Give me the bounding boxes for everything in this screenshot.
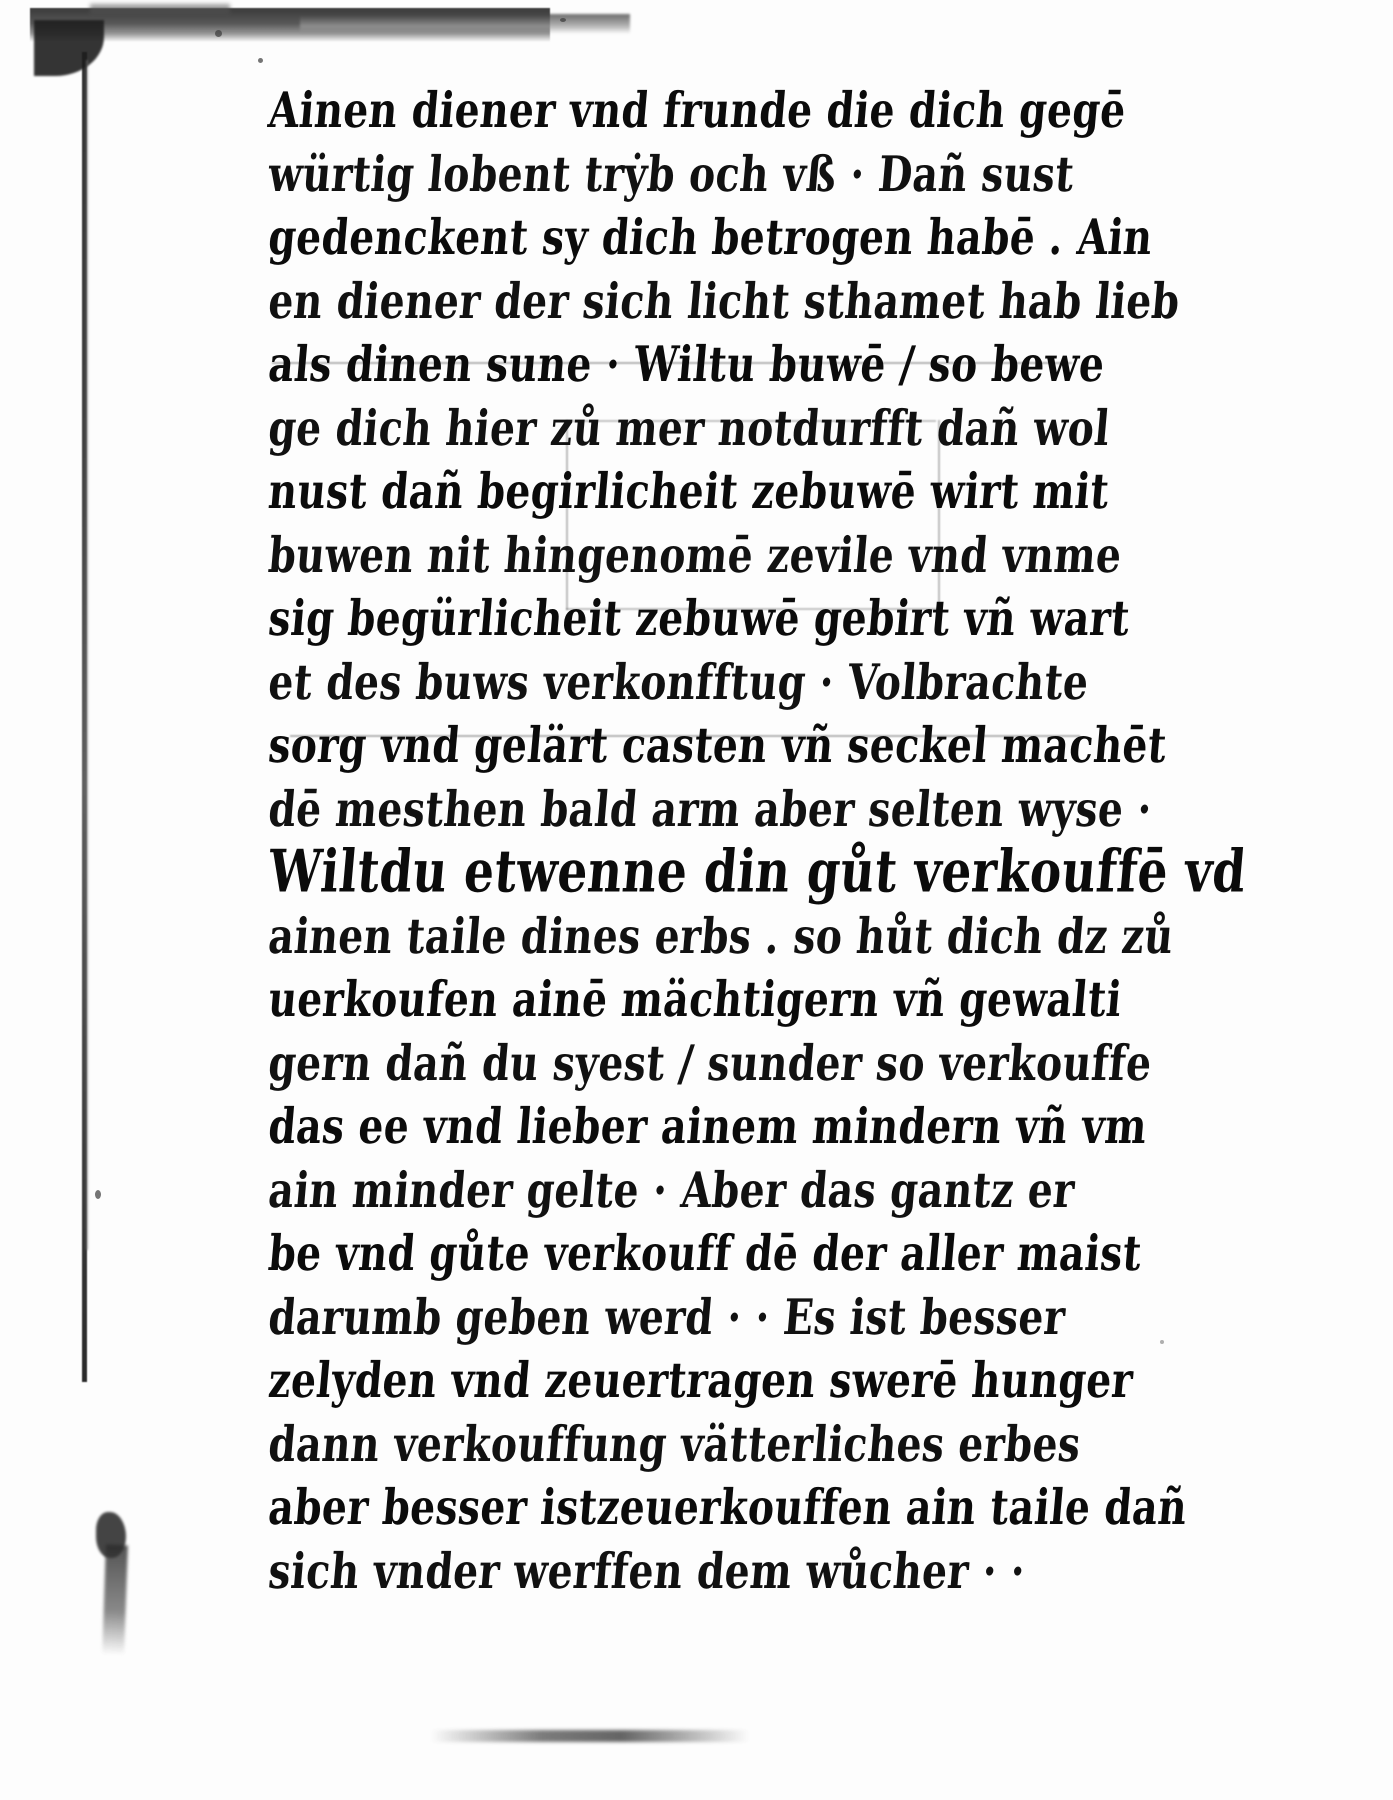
bottom-edge-smudge-artifact: [430, 1730, 750, 1742]
text-line: sich vnder werffen dem wůcher · ·: [266, 1542, 1028, 1600]
text-line: aber besser istzeuerkouffen ain taile dañ: [266, 1478, 1190, 1537]
text-line: das ee vnd lieber ainem mindern vñ vm: [266, 1097, 1150, 1156]
text-line: nust dañ begirlicheit zebuwē wirt mit: [266, 462, 1112, 521]
text-line: gern dañ du syest / sunder so verkouffe: [266, 1034, 1155, 1092]
text-line: darumb geben werd · · Es ist besser: [266, 1288, 1068, 1346]
text-line: dē mesthen bald arm aber selten wyse ·: [266, 780, 1155, 838]
text-line: dann verkouffung vätterliches erbes: [266, 1415, 1084, 1473]
top-left-corner-artifact: [34, 20, 104, 76]
text-line: et des buws verkonfftug · Volbrachte: [266, 653, 1091, 711]
top-edge-shadow-secondary-artifact: [300, 14, 630, 34]
dust-speck: [215, 30, 222, 37]
text-line: ainen taile dines erbs . so hůt dich dz zů: [266, 907, 1176, 965]
text-line: sorg vnd gelärt casten vñ seckel machēt: [266, 716, 1170, 775]
dust-speck: [1160, 1340, 1164, 1344]
text-line: sig begürlicheit zebuwē gebirt vñ wart: [266, 589, 1133, 648]
text-line: würtig lobent trẏb och vß · Dañ sust: [266, 145, 1077, 203]
text-line: Ainen diener vnd frunde die dich gegē: [266, 81, 1129, 140]
text-line: als dinen sune · Wiltu buwē / so bewe: [266, 335, 1107, 394]
printed-text-block: [265, 81, 1249, 1610]
text-line: ain minder gelte · Aber das gantz er: [266, 1161, 1077, 1219]
text-line: en diener der sich licht sthamet hab lieb: [266, 272, 1183, 330]
binding-spine-halo-artifact: [86, 60, 88, 1250]
dust-speck: [95, 1190, 101, 1199]
dust-speck: [258, 58, 263, 63]
top-edge-dark-blob-artifact: [90, 4, 230, 14]
text-line: Wiltdu etwenne din gůt verkouffē vd: [265, 837, 1249, 907]
text-line: be vnd gůte verkouff dē der aller maist: [266, 1224, 1144, 1283]
text-line: uerkoufen ainē mächtigern vñ gewalti: [266, 970, 1125, 1029]
text-line: gedenckent sy dich betrogen habē . Ain: [266, 208, 1156, 267]
text-line: zelyden vnd zeuertragen swerē hunger: [266, 1351, 1136, 1410]
text-line: ge dich hier zů mer notdurfft dañ wol: [266, 399, 1113, 457]
spine-foot-streak-artifact: [102, 1545, 128, 1656]
text-line: buwen nit hingenomē zevile vnd vnme: [266, 526, 1125, 584]
dust-speck: [560, 18, 566, 22]
